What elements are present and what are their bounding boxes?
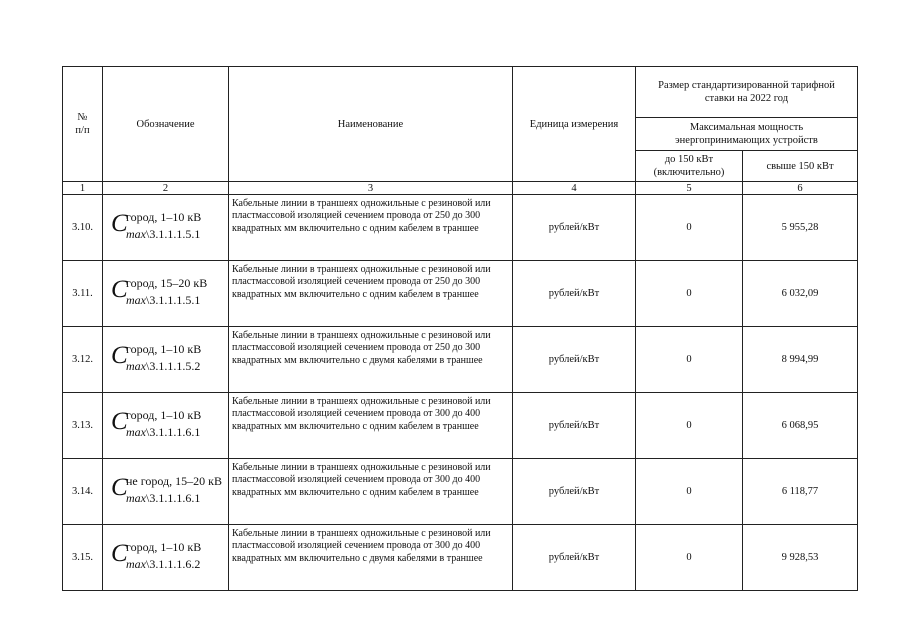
row-number: 3.14. [63, 459, 103, 525]
value-over-150: 9 928,53 [743, 525, 858, 591]
value-upto-150: 0 [636, 327, 743, 393]
value-over-150: 6 118,77 [743, 459, 858, 525]
header-power-title: Максимальная мощность энергопринимающих устройств [636, 118, 858, 151]
tariff-symbol [111, 339, 223, 377]
name-cell: Кабельные линии в траншеях одножильные с резиновой или пластмассовой изоляцией сечением провода от 300 до 400 квадратных мм включительно с одним кабелем в траншее [229, 459, 513, 525]
designation-cell [103, 525, 229, 591]
header-name: Наименование [229, 67, 513, 182]
symbol-subscript-max: max [126, 358, 146, 373]
symbol-letter: C [111, 407, 128, 435]
value-over-150: 8 994,99 [743, 327, 858, 393]
tariff-symbol [111, 207, 223, 245]
column-number: 1 [63, 182, 103, 195]
symbol-subscript-code: \3.1.1.1.6.2 [146, 556, 201, 571]
symbol-subscript-max: max [126, 556, 146, 571]
name-cell: Кабельные линии в траншеях одножильные с резиновой или пластмассовой изоляцией сечением провода от 300 до 400 квадратных мм включительно с одним кабелем в траншее [229, 393, 513, 459]
symbol-subscript-code: \3.1.1.1.5.1 [146, 292, 201, 307]
value-upto-150: 0 [636, 393, 743, 459]
symbol-superscript: город, 1–10 кВ [126, 209, 202, 224]
name-cell: Кабельные линии в траншеях одножильные с резиновой или пластмассовой изоляцией сечением провода от 250 до 300 квадратных мм включительно с одним кабелем в траншее [229, 195, 513, 261]
designation-cell [103, 459, 229, 525]
symbol-subscript-code: \3.1.1.1.6.1 [146, 490, 201, 505]
table-row [63, 261, 858, 327]
row-number: 3.15. [63, 525, 103, 591]
symbol-letter: C [111, 341, 128, 369]
symbol-subscript-code: \3.1.1.1.5.1 [146, 226, 201, 241]
symbol-subscript [126, 491, 200, 505]
name-cell: Кабельные линии в траншеях одножильные с резиновой или пластмассовой изоляцией сечением провода от 250 до 300 квадратных мм включительно с двумя кабелями в траншее [229, 327, 513, 393]
table-row [63, 393, 858, 459]
value-over-150: 6 032,09 [743, 261, 858, 327]
column-number: 5 [636, 182, 743, 195]
table-row [63, 327, 858, 393]
header-rate-title: Размер стандартизированной тарифной ставки на 2022 год [636, 67, 858, 118]
unit-cell: рублей/кВт [513, 327, 636, 393]
value-upto-150: 0 [636, 261, 743, 327]
tariff-symbol [111, 537, 223, 575]
tariff-table [62, 66, 858, 591]
symbol-letter: C [111, 275, 128, 303]
symbol-superscript: город, 15–20 кВ [126, 275, 208, 290]
symbol-subscript-max: max [126, 490, 146, 505]
designation-cell [103, 261, 229, 327]
header-designation: Обозначение [103, 67, 229, 182]
symbol-subscript [126, 293, 200, 307]
symbol-subscript [126, 425, 200, 439]
symbol-subscript-max: max [126, 424, 146, 439]
header-unit: Единица измерения [513, 67, 636, 182]
symbol-subscript [126, 227, 200, 241]
value-upto-150: 0 [636, 525, 743, 591]
symbol-letter: C [111, 473, 128, 501]
designation-cell [103, 327, 229, 393]
symbol-subscript [126, 359, 200, 373]
header-upto-150: до 150 кВт (включительно) [636, 151, 743, 182]
table-row [63, 195, 858, 261]
column-number: 3 [229, 182, 513, 195]
symbol-superscript: город, 1–10 кВ [126, 407, 202, 422]
header-no: № п/п [63, 67, 103, 182]
symbol-letter: C [111, 209, 128, 237]
unit-cell: рублей/кВт [513, 393, 636, 459]
header-over-150: свыше 150 кВт [743, 151, 858, 182]
value-over-150: 6 068,95 [743, 393, 858, 459]
column-number: 4 [513, 182, 636, 195]
symbol-superscript: город, 1–10 кВ [126, 341, 202, 356]
designation-cell [103, 195, 229, 261]
symbol-subscript-code: \3.1.1.1.5.2 [146, 358, 201, 373]
value-over-150: 5 955,28 [743, 195, 858, 261]
value-upto-150: 0 [636, 195, 743, 261]
row-number: 3.13. [63, 393, 103, 459]
symbol-subscript-code: \3.1.1.1.6.1 [146, 424, 201, 439]
table-row [63, 459, 858, 525]
symbol-subscript-max: max [126, 292, 146, 307]
symbol-letter: C [111, 539, 128, 567]
unit-cell: рублей/кВт [513, 195, 636, 261]
tariff-symbol [111, 471, 223, 509]
symbol-superscript: город, 1–10 кВ [126, 539, 202, 554]
column-number: 6 [743, 182, 858, 195]
tariff-symbol [111, 273, 223, 311]
tariff-symbol [111, 405, 223, 443]
column-number-row [63, 182, 858, 195]
table-row [63, 525, 858, 591]
symbol-subscript [126, 557, 200, 571]
unit-cell: рублей/кВт [513, 525, 636, 591]
row-number: 3.12. [63, 327, 103, 393]
row-number: 3.10. [63, 195, 103, 261]
unit-cell: рублей/кВт [513, 261, 636, 327]
symbol-superscript: не город, 15–20 кВ [126, 473, 222, 488]
name-cell: Кабельные линии в траншеях одножильные с резиновой или пластмассовой изоляцией сечением провода от 300 до 400 квадратных мм включительно с двумя кабелями в траншее [229, 525, 513, 591]
name-cell: Кабельные линии в траншеях одножильные с резиновой или пластмассовой изоляцией сечением провода от 250 до 300 квадратных мм включительно с одним кабелем в траншее [229, 261, 513, 327]
designation-cell [103, 393, 229, 459]
unit-cell: рублей/кВт [513, 459, 636, 525]
value-upto-150: 0 [636, 459, 743, 525]
symbol-subscript-max: max [126, 226, 146, 241]
row-number: 3.11. [63, 261, 103, 327]
column-number: 2 [103, 182, 229, 195]
